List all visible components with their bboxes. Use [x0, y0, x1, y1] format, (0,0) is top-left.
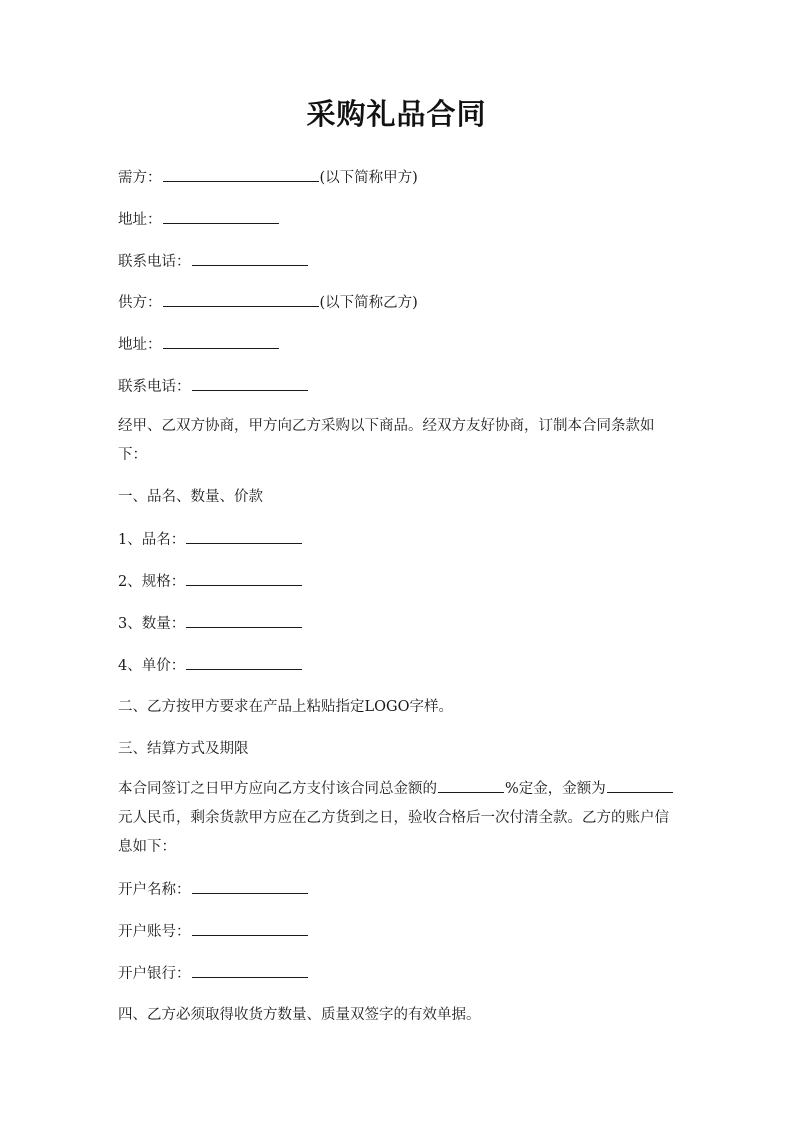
buyer-phone-line	[118, 251, 688, 272]
buyer-label: 需方：	[118, 170, 162, 186]
intro-paragraph: 经甲、乙双方协商，甲方向乙方采购以下商品。经双方友好协商，订制本合同条款如下：	[118, 418, 655, 463]
document-title: 采购礼品合同	[306, 97, 487, 131]
buyer-address-line	[118, 209, 688, 230]
account-name-label: 开户名称：	[118, 882, 191, 898]
item-name-label: 1、品名：	[118, 532, 186, 548]
settlement-text-1: 本合同签订之日甲方应向乙方支付该合同总金额的	[118, 781, 437, 797]
buyer-address-blank	[163, 209, 279, 224]
buyer-phone-label: 联系电话：	[118, 254, 191, 270]
buyer-line	[118, 167, 688, 188]
item-name-blank	[186, 529, 302, 544]
account-bank-label: 开户银行：	[118, 966, 191, 982]
settlement-paragraph	[118, 775, 680, 862]
seller-name-blank	[163, 292, 319, 307]
seller-phone-blank	[192, 376, 308, 391]
deposit-percent-blank	[438, 778, 504, 793]
seller-label: 供方：	[118, 295, 162, 311]
section2-heading: 二、乙方按甲方要求在产品上粘贴指定LOGO字样。	[118, 699, 453, 715]
section3-heading: 三、结算方式及期限	[118, 741, 249, 757]
item-price-line	[118, 655, 688, 676]
account-number-line	[118, 921, 688, 942]
item-name-line	[118, 529, 688, 550]
item-spec-line	[118, 571, 688, 592]
seller-line	[118, 292, 688, 313]
seller-address-blank	[163, 334, 279, 349]
item-spec-blank	[186, 571, 302, 586]
account-name-blank	[192, 879, 308, 894]
seller-suffix: (以下简称乙方)	[319, 295, 418, 311]
section1-heading: 一、品名、数量、价款	[118, 489, 263, 505]
account-name-line	[118, 879, 688, 900]
account-number-blank	[192, 921, 308, 936]
buyer-suffix: (以下简称甲方)	[319, 170, 418, 186]
item-quantity-line	[118, 613, 688, 634]
seller-phone-line	[118, 376, 688, 397]
account-bank-blank	[192, 963, 308, 978]
settlement-text-3: 元人民币，剩余货款甲方应在乙方货到之日，验收合格后一次付清全款。乙方的账户信息如下：	[118, 810, 669, 855]
item-price-blank	[186, 655, 302, 670]
item-quantity-label: 3、数量：	[118, 616, 186, 632]
seller-phone-label: 联系电话：	[118, 379, 191, 395]
buyer-address-label: 地址：	[118, 212, 162, 228]
account-bank-line	[118, 963, 688, 984]
seller-address-label: 地址：	[118, 337, 162, 353]
item-spec-label: 2、规格：	[118, 574, 186, 590]
account-number-label: 开户账号：	[118, 924, 191, 940]
buyer-name-blank	[163, 167, 319, 182]
buyer-phone-blank	[192, 251, 308, 266]
item-quantity-blank	[186, 613, 302, 628]
seller-address-line	[118, 334, 688, 355]
deposit-amount-blank	[607, 778, 673, 793]
settlement-text-2: %定金，金额为	[505, 781, 606, 797]
section4-heading: 四、乙方必须取得收货方数量、质量双签字的有效单据。	[118, 1007, 481, 1023]
item-price-label: 4、单价：	[118, 658, 186, 674]
